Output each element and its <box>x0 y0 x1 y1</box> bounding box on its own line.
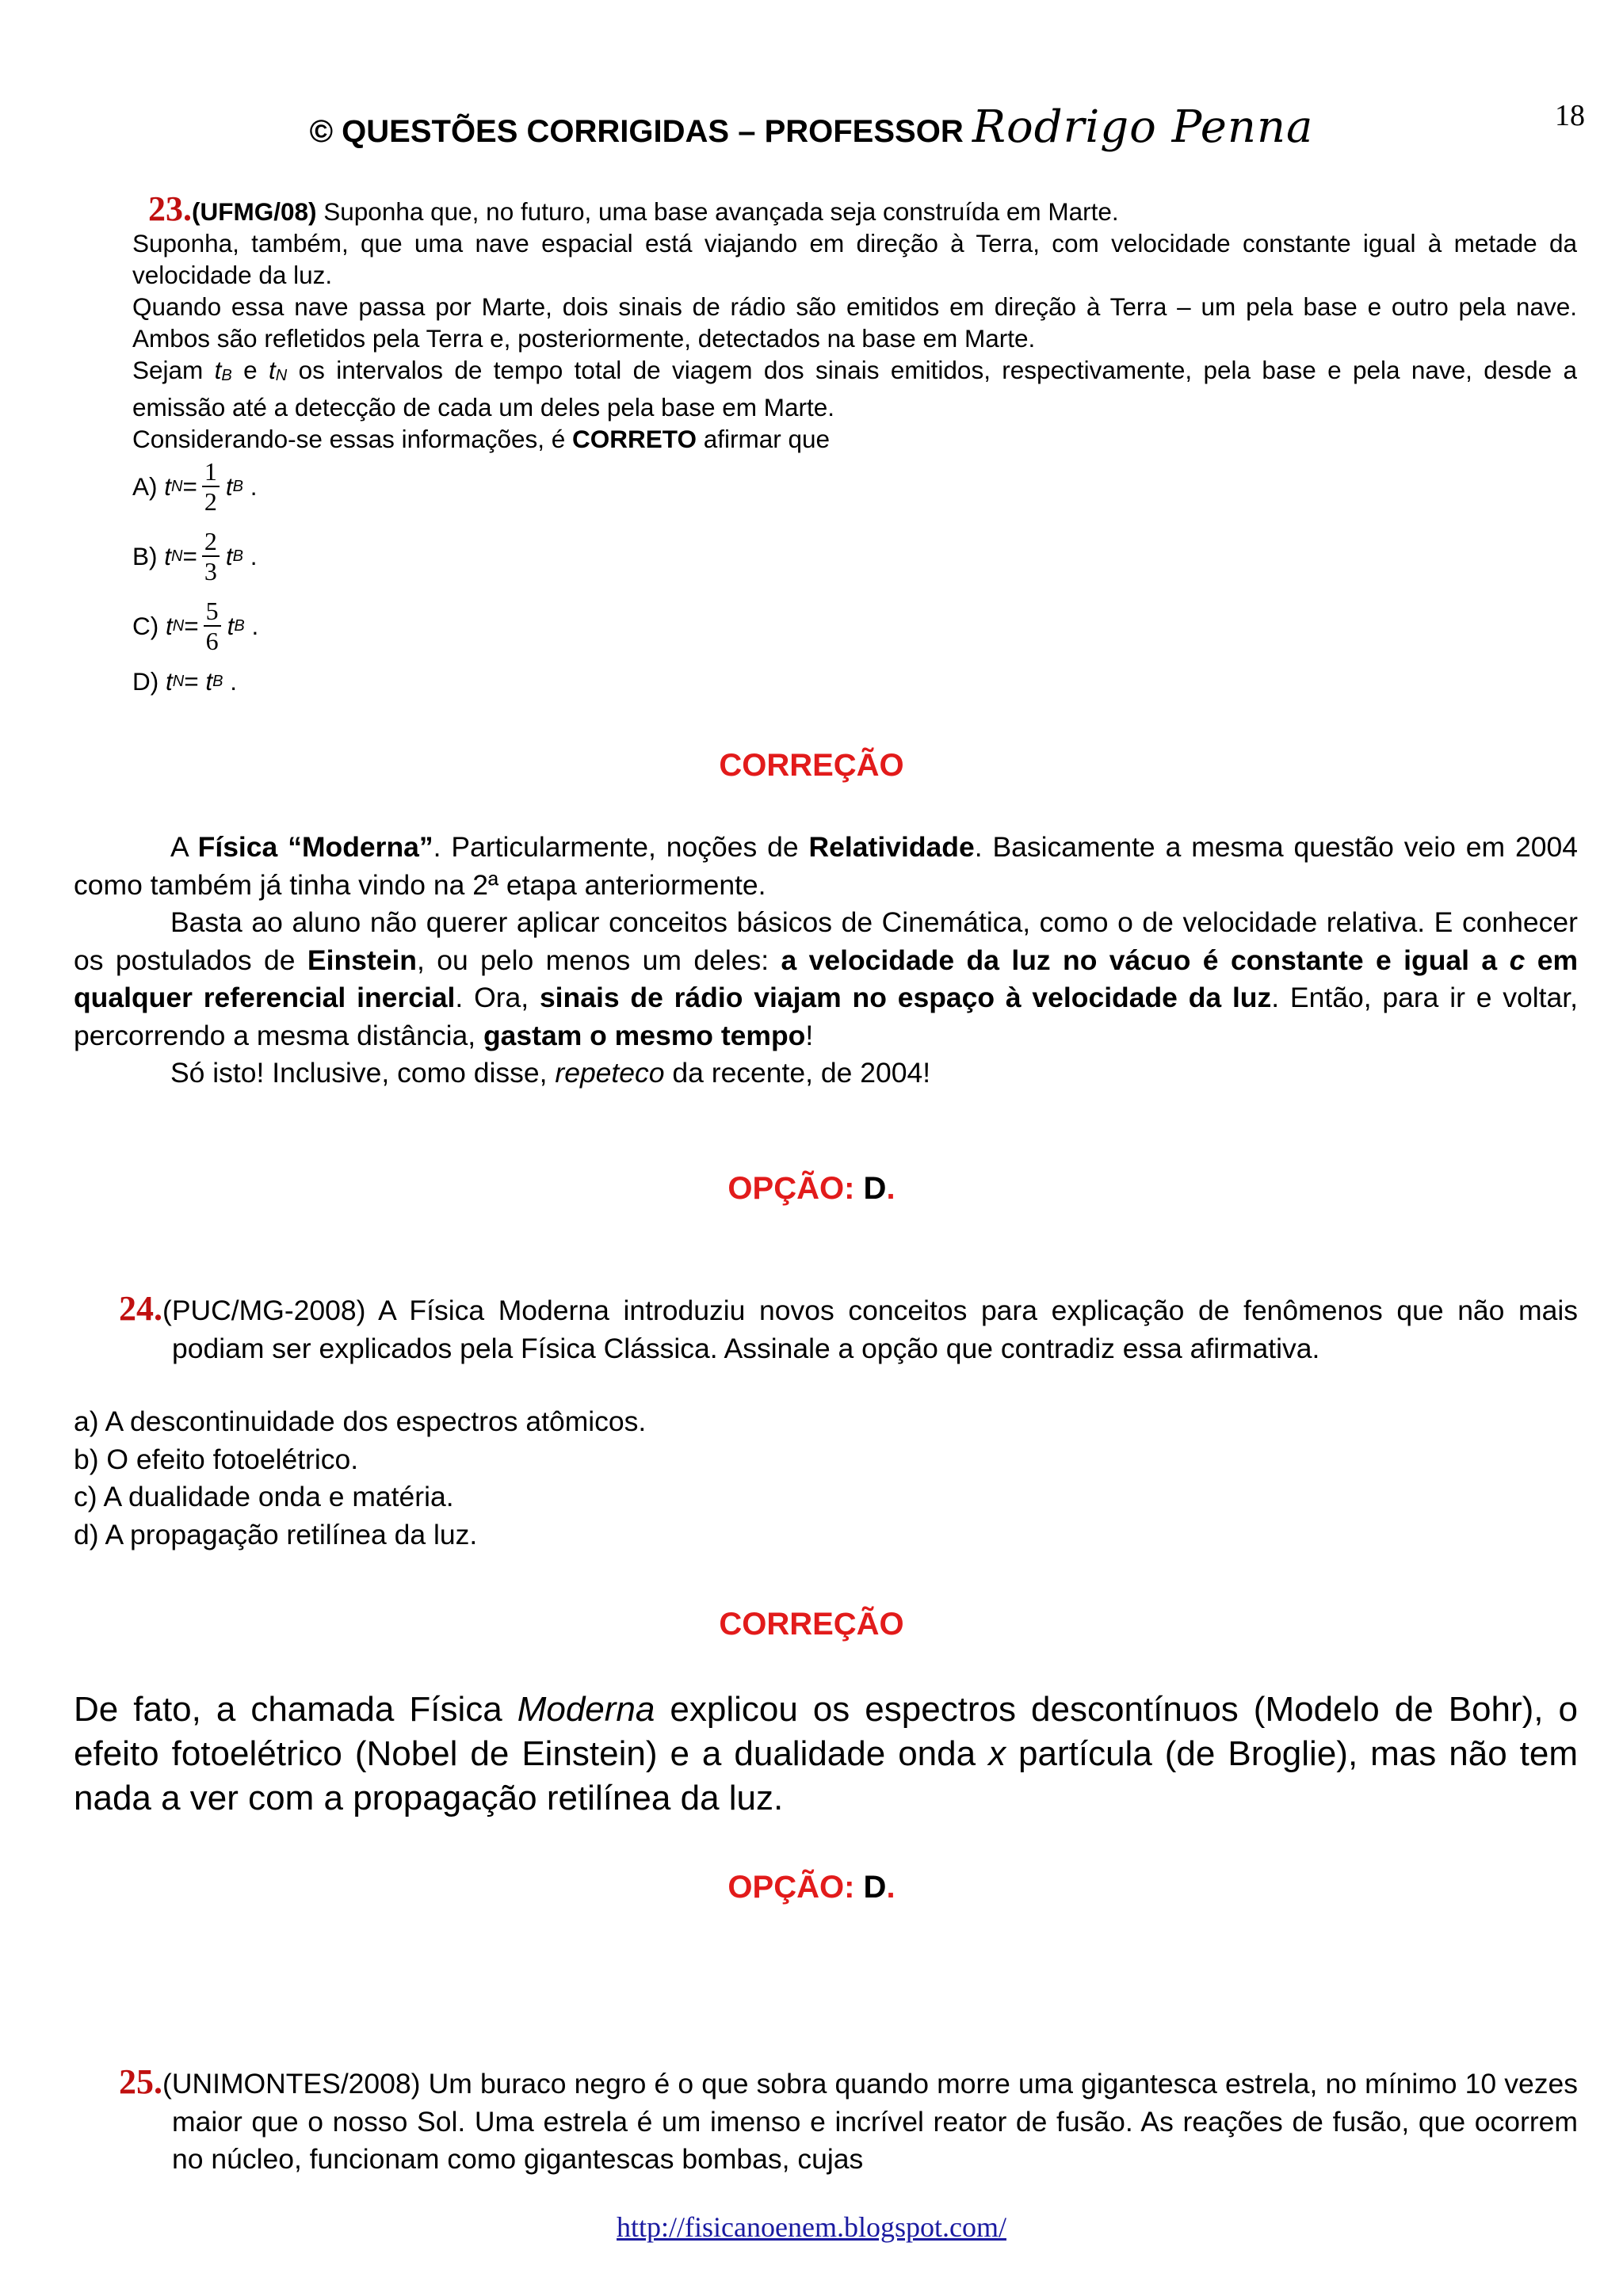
correction-body <box>74 1688 1578 1821</box>
option-b: b) O efeito fotoelétrico. <box>74 1443 359 1475</box>
question-text: Suponha, também, que uma nave espacial está viajando em direção à Terra, com velocidade constante igual à metade da velocidade da luz. <box>132 229 1577 289</box>
question-24 <box>119 1290 1578 1367</box>
header-title: © QUESTÕES CORRIGIDAS – PROFESSOR <box>309 114 964 149</box>
option-c: C) t N = $\frac{5}{6}$ t B . <box>132 597 259 655</box>
option-a: A) t N = $\frac{1}{2}$ t B . <box>132 457 258 516</box>
answer-option: OPÇÃO: D. <box>727 1870 896 1905</box>
page-header <box>0 101 1623 153</box>
correction-body <box>74 829 1578 1093</box>
page-footer <box>0 2210 1623 2244</box>
option-b: B) t N = $\frac{2}{3}$ t B . <box>132 527 258 585</box>
fraction: $\frac{1}{2}$ <box>202 458 220 515</box>
option-a: a) A descontinuidade dos espectros atômicos. <box>74 1405 647 1437</box>
question-23 <box>132 189 1577 455</box>
answer-option: OPÇÃO: D. <box>727 1171 896 1206</box>
correction-paragraph: Só isto! Inclusive, como disse, repeteco da recente, de 2004! <box>170 1057 931 1089</box>
question-text: (UNIMONTES/2008) Um buraco negro é o que sobra quando morre uma gigantesca estrela, no mínimo 10 vezes maior que o nosso Sol. Uma estrela é um imenso e incrível reator de fusão. As reações de fusão, que ocorrem no núcleo, funcionam como gigantescas bombas, cujas <box>162 2068 1578 2175</box>
correction-paragraph: Basta ao aluno não querer aplicar conceitos básicos de Cinemática, como o de velocidade relativa. E conhecer os postulados de Einstein, ou pelo menos um deles: a velocidade da luz no vácuo é constante e igual a c em qualquer referencial inercial. Ora, sinais de rádio viajam no espaço à velocidade da luz. Então, para ir e voltar, percorrendo a mesma distância, gastam o mesmo tempo! <box>74 906 1579 1051</box>
question-text: (PUC/MG-2008) A Física Moderna introduziu novos conceitos para explicação de fenômenos que não mais podiam ser explicados pela Física Clássica. Assinale a opção que contradiz essa afirmativa. <box>162 1295 1578 1364</box>
question-24-options <box>74 1403 646 1554</box>
fraction: $\frac{2}{3}$ <box>202 528 220 585</box>
correction-paragraph: De fato, a chamada Física Moderna explicou os espectros descontínuos (Modelo de Bohr), o efeito fotoelétrico (Nobel de Einstein) e a dualidade onda x partícula (de Broglie), mas não tem nada a ver com a propagação retilínea da luz. <box>74 1690 1578 1817</box>
question-text: Sejam tB e tN os intervalos de tempo total de viagem dos sinais emitidos, respectivamente, pela base e pela nave, desde a emissão até a detecção de cada um deles pela base em Marte. <box>132 356 1577 421</box>
option-d: d) A propagação retilínea da luz. <box>74 1518 478 1550</box>
question-number: 24. <box>119 1289 162 1328</box>
question-text: Suponha que, no futuro, uma base avançada seja construída em Marte. <box>316 197 1119 226</box>
question-number: 25. <box>119 2062 162 2101</box>
question-25 <box>119 2063 1578 2179</box>
page-number: 18 <box>1555 99 1585 132</box>
question-number: 23. <box>148 189 192 228</box>
author-signature: Rodrigo Penna <box>972 101 1314 153</box>
question-source: (UFMG/08) <box>192 197 317 226</box>
correction-paragraph: A Física “Moderna”. Particularmente, noções de Relatividade. Basicamente a mesma questão veio em 2004 como também já tinha vindo na 2ª etapa anteriormente. <box>74 831 1578 901</box>
option-d: D) t N = t B . <box>132 667 238 696</box>
fraction: $\frac{5}{6}$ <box>204 597 221 654</box>
question-text: Considerando-se essas informações, é CORRETO afirmar que <box>132 425 831 453</box>
blog-link[interactable]: http://fisicanoenem.blogspot.com/ <box>617 2211 1006 2243</box>
section-title-correcao: CORREÇÃO <box>719 1607 904 1642</box>
section-title-correcao: CORREÇÃO <box>719 748 904 783</box>
option-c: c) A dualidade onda e matéria. <box>74 1481 454 1512</box>
question-text: Quando essa nave passa por Marte, dois sinais de rádio são emitidos em direção à Terra – um pela base e outro pela nave. Ambos são refletidos pela Terra e, posteriormente, detectados na base em Marte. <box>132 292 1577 353</box>
